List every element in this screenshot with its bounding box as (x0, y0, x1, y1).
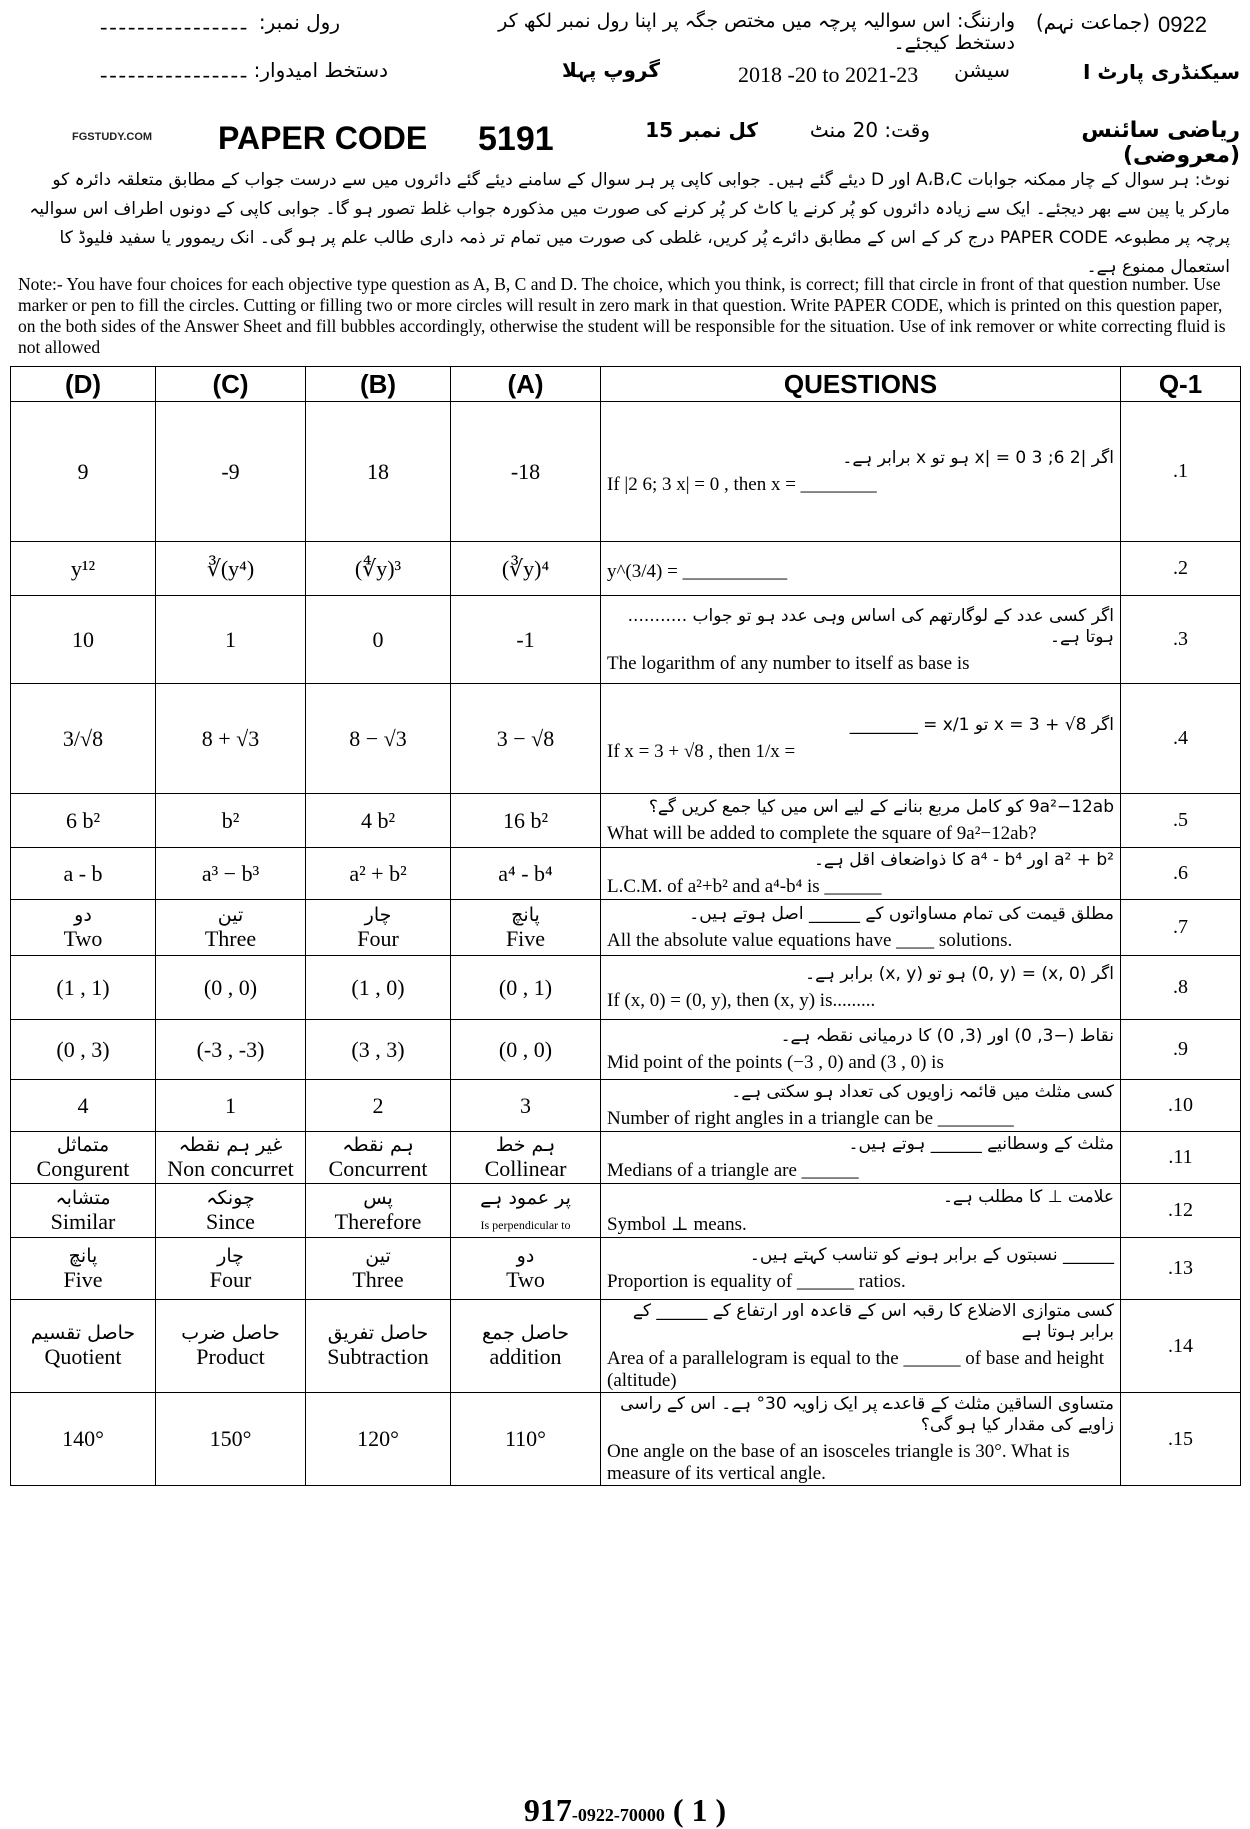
option-b (306, 848, 451, 900)
table-row (11, 848, 1241, 900)
signature-label: دستخط امیدوار: (253, 58, 388, 82)
paper-code-value: 5191 (478, 120, 554, 158)
option-c-text: Product (196, 1344, 265, 1369)
option-b (306, 542, 451, 596)
table-row (11, 596, 1241, 684)
question-number: .1 (1121, 402, 1241, 542)
option-b-text: 4 b² (360, 807, 396, 833)
option-b-urdu: حاصل تفریق (327, 1322, 429, 1344)
option-c (156, 402, 306, 542)
question-text (601, 1238, 1121, 1300)
option-a-urdu: حاصل جمع (482, 1322, 569, 1344)
option-c (156, 1393, 306, 1486)
table-row (11, 1300, 1241, 1393)
group-label: گروپ پہلا (562, 58, 660, 82)
option-d-text: 6 b² (65, 807, 101, 833)
question-urdu: نقاط (−3, 0) اور (3, 0) کا درمیانی نقطہ ہے۔ (780, 1026, 1114, 1046)
question-number: .3 (1121, 596, 1241, 684)
option-b-text: Four (357, 925, 399, 951)
option-a (451, 848, 601, 900)
question-english: y^(3/4) = ___________ (607, 560, 788, 582)
col-header-a: (A) (451, 367, 601, 402)
option-d (11, 848, 156, 900)
option-b-text: Concurrent (328, 1155, 428, 1181)
option-a-text: a⁴ - b⁴ (498, 860, 553, 886)
option-d (11, 596, 156, 684)
option-c-urdu: چونکہ (206, 1186, 255, 1209)
option-c-text: -9 (221, 458, 240, 484)
option-d (11, 1300, 156, 1393)
option-b (306, 1300, 451, 1393)
question-number: .8 (1121, 956, 1241, 1020)
option-b (306, 1132, 451, 1184)
table-row (11, 1184, 1241, 1238)
option-d-text: y¹² (70, 555, 96, 581)
col-header-qnum: Q-1 (1121, 367, 1241, 402)
option-c (156, 542, 306, 596)
option-a-text: -1 (516, 626, 535, 652)
question-urdu: ______ نسبتوں کے برابر ہونے کو تناسب کہتے ہیں۔ (749, 1245, 1114, 1265)
option-a-text: (0 , 1) (498, 974, 553, 1000)
table-row (11, 1238, 1241, 1300)
option-a-urdu: پر عمود ہے (480, 1186, 571, 1209)
question-english: Medians of a triangle are ______ (607, 1160, 859, 1181)
option-c-urdu: حاصل ضرب (181, 1322, 280, 1344)
option-a-text: Is perpendicular to (480, 1217, 571, 1232)
roll-number-blank: ---------------- (100, 14, 250, 39)
option-a (451, 956, 601, 1020)
question-text (601, 1080, 1121, 1132)
question-english: Area of a parallelogram is equal to the ______ of base and height (altitude) (607, 1348, 1104, 1391)
question-urdu: اگر (x, 0) = (0, y) ہو تو (x, y) برابر ہے۔ (805, 964, 1114, 984)
question-text (601, 1393, 1121, 1486)
option-c-text: ∛(y⁴) (206, 555, 255, 581)
option-b (306, 1393, 451, 1486)
option-b (306, 1020, 451, 1080)
question-number: .12 (1121, 1184, 1241, 1238)
option-a (451, 596, 601, 684)
col-header-questions: QUESTIONS (601, 367, 1121, 402)
question-english: Number of right angles in a triangle can be ________ (607, 1108, 1014, 1129)
option-d (11, 1238, 156, 1300)
class-label: (جماعت نہم) (1035, 10, 1150, 34)
col-header-c: (C) (156, 367, 306, 402)
footer-code: -0922-70000 (571, 1805, 665, 1825)
option-b (306, 900, 451, 956)
question-text (601, 1132, 1121, 1184)
option-c (156, 684, 306, 794)
option-c (156, 1020, 306, 1080)
question-number: .10 (1121, 1080, 1241, 1132)
question-english: If x = 3 + √8 , then 1/x = (607, 740, 796, 762)
option-a (451, 1080, 601, 1132)
option-d (11, 1080, 156, 1132)
option-d (11, 900, 156, 956)
option-b-urdu: پس (363, 1186, 393, 1209)
option-a (451, 1300, 601, 1393)
option-c (156, 1300, 306, 1393)
option-b-text: 120° (357, 1426, 399, 1451)
option-c-text: 150° (209, 1426, 252, 1451)
warning-text: وارننگ: اس سوالیہ پرچہ میں مختص جگہ پر اپنا رول نمبر لکھ کر دستخط کیجئے۔ (498, 10, 1015, 54)
question-english: Mid point of the points (−3 , 0) and (3 , 0) is (607, 1052, 944, 1073)
option-c (156, 1132, 306, 1184)
question-urdu: اگر کسی عدد کے لوگارتھم کی اساس وہی عدد ہو تو جواب ........... ہوتا ہے۔ (627, 605, 1114, 647)
question-text (601, 542, 1121, 596)
question-english: If (x, 0) = (0, y), then (x, y) is......... (607, 990, 876, 1011)
question-english: If |2 6; 3 x| = 0 , then x = ________ (607, 474, 877, 495)
footer-page: ( 1 ) (672, 1792, 727, 1828)
questions-table (10, 366, 1241, 1486)
option-b (306, 596, 451, 684)
table-row (11, 684, 1241, 794)
option-a (451, 900, 601, 956)
option-c-text: Four (209, 1266, 252, 1292)
question-number: .7 (1121, 900, 1241, 956)
question-urdu: علامت ⊥ کا مطلب ہے۔ (942, 1186, 1114, 1207)
question-text (601, 794, 1121, 848)
option-d-urdu: متماثل (56, 1133, 110, 1156)
option-a (451, 542, 601, 596)
option-b (306, 1238, 451, 1300)
option-d-urdu: پانچ (68, 1244, 98, 1267)
option-c (156, 956, 306, 1020)
option-c-text: (0 , 0) (203, 974, 258, 1000)
option-a-text: 16 b² (502, 807, 549, 833)
option-d-text: Congurent (36, 1155, 130, 1181)
question-urdu: کسی مثلث میں قائمہ زاویوں کی تعداد ہو سکتی ہے۔ (731, 1082, 1114, 1102)
option-b-text: 18 (367, 458, 389, 484)
option-d (11, 684, 156, 794)
option-c-text: 1 (225, 1092, 236, 1118)
subject-title: ریاضی سائنس (معروضی) (1081, 118, 1240, 168)
option-d (11, 1132, 156, 1184)
table-row (11, 956, 1241, 1020)
option-a-text: Two (506, 1266, 545, 1292)
option-b-urdu: ہم نقطہ (342, 1133, 414, 1156)
table-row (11, 1080, 1241, 1132)
question-english: The logarithm of any number to itself as base is (607, 652, 970, 674)
question-text (601, 684, 1121, 794)
option-d-text: 4 (77, 1092, 89, 1118)
option-d-text: Quotient (44, 1344, 122, 1369)
paper-code-number: 0922 (1158, 12, 1207, 37)
option-d-text: a - b (63, 860, 103, 886)
option-b (306, 956, 451, 1020)
option-a (451, 402, 601, 542)
option-a (451, 684, 601, 794)
table-header-row (11, 367, 1241, 402)
table-row (11, 542, 1241, 596)
option-c-text: (-3 , -3) (196, 1036, 265, 1062)
question-english: Symbol ⊥ means. (607, 1213, 747, 1235)
option-d-text: (1 , 1) (56, 974, 110, 1000)
question-number: .5 (1121, 794, 1241, 848)
table-row (11, 1132, 1241, 1184)
option-b-urdu: تین (365, 1244, 391, 1267)
option-c-urdu: چار (217, 1244, 244, 1267)
option-d-urdu: متشابہ (55, 1186, 111, 1209)
option-d (11, 1393, 156, 1486)
option-d-urdu: دو (74, 903, 92, 926)
question-text (601, 1184, 1121, 1238)
option-d-text: 3/√8 (62, 725, 104, 751)
option-a-text: addition (489, 1344, 562, 1369)
question-text (601, 596, 1121, 684)
option-c-text: 1 (225, 626, 236, 652)
option-b (306, 1184, 451, 1238)
option-c-text: 8 + √3 (201, 725, 260, 751)
question-english: One angle on the base of an isosceles triangle is 30°. What is measure of its vertical angle. (607, 1441, 1070, 1484)
option-a-urdu: ہم خط (495, 1133, 556, 1156)
option-d-text: Two (63, 925, 103, 951)
option-b-text: Three (352, 1266, 404, 1292)
option-c-text: Three (204, 925, 257, 951)
question-urdu: اگر x = 3 + √8 تو 1/x = ________ (849, 714, 1114, 735)
roll-number-label: رول نمبر: (258, 10, 340, 34)
option-c (156, 900, 306, 956)
question-text (601, 402, 1121, 542)
option-d-text: Five (63, 1266, 103, 1292)
question-number: .9 (1121, 1020, 1241, 1080)
option-c (156, 1238, 306, 1300)
table-row (11, 794, 1241, 848)
question-english: All the absolute value equations have ____ solutions. (607, 930, 1013, 951)
question-urdu: مثلث کے وسطانیے ______ ہوتے ہیں۔ (848, 1134, 1114, 1154)
option-a-text: 110° (505, 1426, 546, 1451)
option-a-text: 3 − √8 (496, 725, 555, 751)
option-a (451, 1132, 601, 1184)
page-footer (0, 1792, 1250, 1829)
option-c (156, 1184, 306, 1238)
option-c-text: a³ − b³ (201, 860, 260, 886)
col-header-d: (D) (11, 367, 156, 402)
col-header-b: (B) (306, 367, 451, 402)
table-row (11, 1393, 1241, 1486)
option-c-urdu: تین (217, 903, 244, 926)
footer-main: 917 (523, 1792, 572, 1828)
option-b-text: 8 − √3 (349, 725, 407, 751)
option-d-text: 140° (62, 1426, 104, 1451)
total-marks-label: کل نمبر 15 (645, 118, 758, 142)
option-a-text: Five (505, 925, 546, 951)
option-a (451, 1393, 601, 1486)
option-d (11, 956, 156, 1020)
question-english: What will be added to complete the square of 9a²−12ab? (607, 823, 1037, 844)
option-a-urdu: دو (516, 1244, 535, 1267)
question-text (601, 1300, 1121, 1393)
question-urdu: مطلق قیمت کی تمام مساواتوں کے ______ اصل ہوتے ہیں۔ (689, 904, 1114, 924)
question-number: .15 (1121, 1393, 1241, 1486)
option-b (306, 402, 451, 542)
option-a-text: 3 (520, 1092, 531, 1118)
question-number: .13 (1121, 1238, 1241, 1300)
option-a-text: -18 (510, 458, 541, 484)
question-urdu: اگر |2 6; 3 x| = 0 ہو تو x برابر ہے۔ (842, 448, 1114, 468)
option-c (156, 848, 306, 900)
option-a (451, 1238, 601, 1300)
question-number: .14 (1121, 1300, 1241, 1393)
question-number: .6 (1121, 848, 1241, 900)
question-english: Proportion is equality of ______ ratios. (607, 1271, 906, 1292)
option-b (306, 794, 451, 848)
table-row (11, 402, 1241, 542)
table-row (11, 1020, 1241, 1080)
option-d-urdu: حاصل تقسیم (30, 1322, 136, 1344)
option-c-text: Non concurret (167, 1155, 294, 1181)
question-english: L.C.M. of a²+b² and a⁴-b⁴ is ______ (607, 876, 882, 897)
paper-code-label: PAPER CODE (218, 120, 428, 156)
option-c-urdu: غیر ہم نقطہ (178, 1133, 283, 1156)
time-label: وقت: 20 منٹ (809, 118, 930, 142)
site-watermark: FGSTUDY.COM (72, 131, 153, 143)
option-d-text: (0 , 3) (56, 1036, 110, 1062)
option-a (451, 794, 601, 848)
question-text (601, 1020, 1121, 1080)
option-d (11, 1020, 156, 1080)
option-d (11, 402, 156, 542)
option-b-text: a² + b² (349, 860, 407, 886)
option-d-text: 9 (77, 458, 89, 484)
option-b-text: 2 (372, 1092, 384, 1118)
session-label: سیشن (954, 58, 1010, 82)
option-d (11, 1184, 156, 1238)
question-text (601, 956, 1121, 1020)
question-number: .4 (1121, 684, 1241, 794)
question-text (601, 900, 1121, 956)
option-c (156, 794, 306, 848)
option-b (306, 684, 451, 794)
english-instructions: Note:- You have four choices for each objective type question as A, B, C and D. The choice, which you think, is correct; fill that circle in front of that question number. Use marker or pen to fill the circles. Cutting or filling two or more circles will result in zero mark in that question. Write PAPER CODE, which is printed on this question paper, on the both sides of the Answer Sheet and fill bubbles accordingly, otherwise the student will be responsible for the situation. Use of ink remover or white correcting fluid is not allowed (18, 274, 1226, 357)
question-number: .2 (1121, 542, 1241, 596)
urdu-instructions: نوٹ: ہر سوال کے چار ممکنہ جوابات A،B،C اور D دیئے گئے ہیں۔ جوابی کاپی پر ہر سوال کے سامنے دیئے گئے دائروں میں سے درست جواب کے مطابق متعلقہ دائرہ کو مارکر یا پین سے بھر دیجئے۔ ایک سے زیادہ دائروں کو پُر کرنے یا کاٹ کر پُر کرنے کی صورت میں مذکورہ جواب غلط تصور ہو گا۔ جوابی کاپی کے دونوں اطراف اس سوالیہ پرچہ پر مطبوعہ PAPER CODE درج کر کے اس کے مطابق دائرے پُر کریں، غلطی کی صورت میں تمام تر ذمہ داری طالب علم پر ہو گی۔ انک ریموور یا سفید فلیوڈ کا استعمال ممنوع ہے۔ (29, 170, 1230, 277)
question-number: .11 (1121, 1132, 1241, 1184)
question-urdu: متساوی الساقین مثلث کے قاعدے پر ایک زاویہ 30° ہے۔ اس کے راسی زاویے کی مقدار کیا ہو گی؟ (620, 1394, 1114, 1435)
option-b-text: (∜y)³ (354, 555, 402, 581)
signature-blank: ---------------- (100, 62, 250, 87)
option-c (156, 1080, 306, 1132)
question-urdu: کسی متوازی الاضلاع کا رقبہ اس کے قاعدہ اور ارتفاع کے ______ کے برابر ہوتا ہے (632, 1301, 1114, 1342)
part-label: سیکنڈری پارٹ I (1082, 60, 1240, 84)
option-c-text: b² (221, 807, 240, 833)
question-urdu: a² + b² اور a⁴ - b⁴ کا ذواضعاف اقل ہے۔ (813, 850, 1114, 870)
option-a-text: (0 , 0) (498, 1036, 553, 1062)
option-a (451, 1020, 601, 1080)
option-d-text: Similar (50, 1208, 116, 1234)
option-a (451, 1184, 601, 1238)
option-a-text: Collinear (484, 1155, 567, 1181)
option-a-urdu: پانچ (511, 903, 540, 926)
option-c-text: Since (206, 1208, 255, 1234)
option-d (11, 794, 156, 848)
option-b-text: (3 , 3) (351, 1036, 405, 1062)
question-urdu: 9a²−12ab کو کامل مربع بنانے کے لیے اس میں کیا جمع کریں گے؟ (648, 797, 1114, 817)
option-b-urdu: چار (364, 903, 392, 926)
option-c (156, 596, 306, 684)
option-b-text: Therefore (334, 1208, 422, 1234)
option-b-text: 0 (372, 626, 384, 652)
session-value: 2018 -20 to 2021-23 (738, 62, 919, 87)
option-b-text: Subtraction (327, 1344, 429, 1369)
option-a-text: (∛y)⁴ (501, 555, 550, 581)
question-text (601, 848, 1121, 900)
option-d (11, 542, 156, 596)
option-b (306, 1080, 451, 1132)
option-d-text: 10 (72, 626, 94, 652)
table-row (11, 900, 1241, 956)
option-b-text: (1 , 0) (351, 974, 405, 1000)
